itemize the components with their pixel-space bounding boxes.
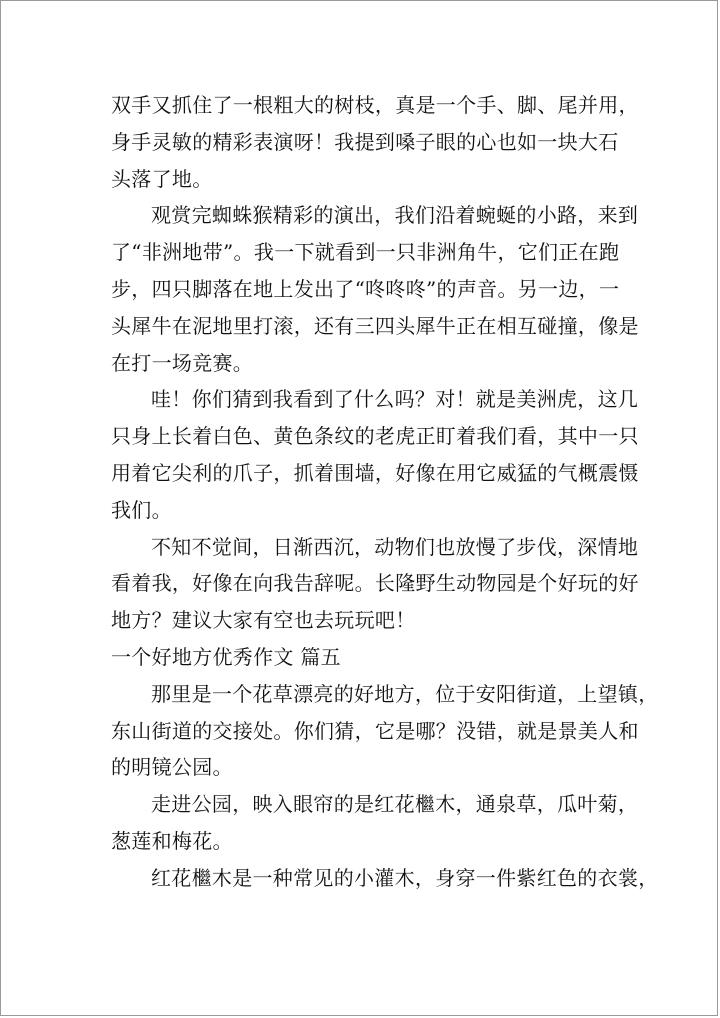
text-line: 走进公园，映入眼帘的是红花檵木，通泉草，瓜叶菊， [151,792,639,817]
section-heading: 一个好地方优秀作文 篇五 [111,644,341,669]
text-line: 那里是一个花草漂亮的好地方，位于安阳街道，上望镇， [151,681,659,706]
text-line: 身手灵敏的精彩表演呀！我提到嗓子眼的心也如一块大石 [111,129,619,154]
text-line: 了“非洲地带”。我一下就看到一只非洲角牛，它们正在跑 [111,240,620,265]
text-line: 东山街道的交接处。你们猜，它是哪？没错，就是景美人和 [111,718,639,743]
text-line: 地方？建议大家有空也去玩玩吧！ [111,608,416,633]
text-line: 看着我，好像在向我告辞呢。长隆野生动物园是个好玩的好 [111,571,639,596]
text-line: 我们。 [111,497,172,522]
text-line: 头落了地。 [111,166,213,191]
text-line: 步，四只脚落在地上发出了“咚咚咚”的声音。另一边，一 [111,276,620,301]
text-line: 的明镜公园。 [111,755,233,780]
document-body [111,87,659,897]
text-line: 双手又抓住了一根粗大的树枝，真是一个手、脚、尾并用， [111,93,639,117]
text-line: 头犀牛在泥地里打滚，还有三四头犀牛正在相互碰撞，像是 [111,313,639,338]
text-line: 在打一场竞赛。 [111,350,254,375]
text-line: 葱莲和梅花。 [111,828,233,853]
text-line: 哇！你们猜到我看到了什么吗？对！就是美洲虎，这几 [151,387,639,412]
text-line: 不知不觉间，日渐西沉，动物们也放慢了步伐，深情地 [151,534,639,559]
text-line: 用着它尖利的爪子，抓着围墙，好像在用它威猛的气概震慑 [111,460,639,485]
text-line: 红花檵木是一种常见的小灌木，身穿一件紫红色的衣裳， [151,865,659,890]
text-line: 观赏完蜘蛛猴精彩的演出，我们沿着蜿蜒的小路，来到 [151,203,639,228]
text-line: 只身上长着白色、黄色条纹的老虎正盯着我们看，其中一只 [111,424,639,449]
